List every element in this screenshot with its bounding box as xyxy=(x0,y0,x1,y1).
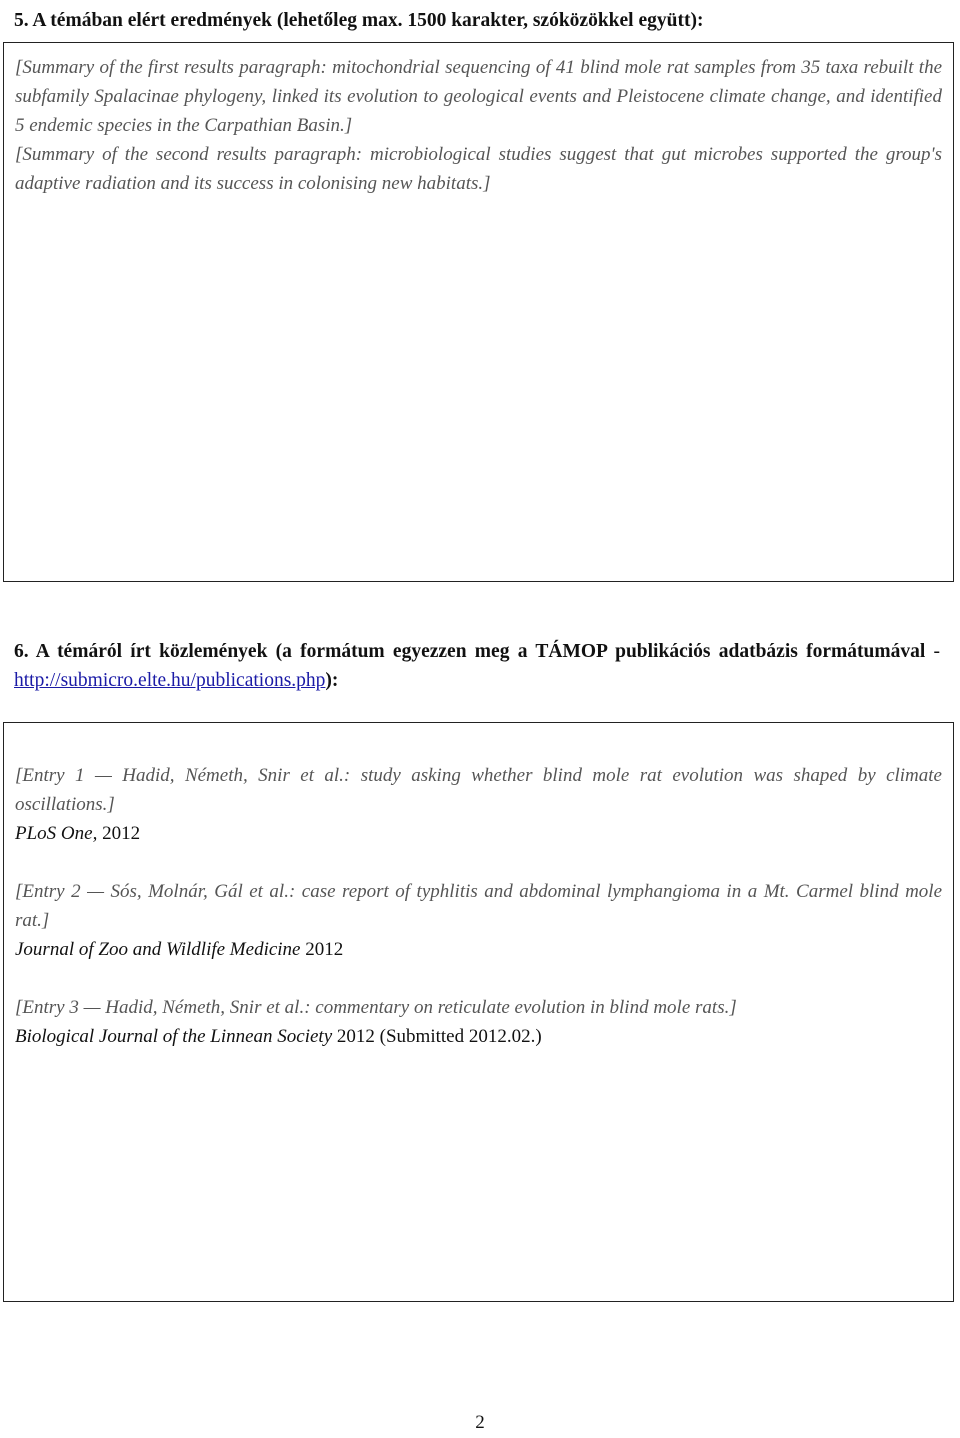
publication-summary: [Entry 1 — Hadid, Németh, Snir et al.: study asking whether blind mole rat evolution was shaped by climate oscillations.] xyxy=(15,765,942,815)
section-6-heading-text: 6. A témáról írt közlemények (a formátum egyezzen meg a TÁMOP publikációs adatbázis formátumával xyxy=(14,641,926,662)
publication-entry xyxy=(15,761,942,848)
results-summary-1: [Summary of the first results paragraph: mitochondrial sequencing of 41 blind mole rat samples from 35 taxa rebuilt the subfamily Spalacinae phylogeny, linked its evolution to geological events and Pleistocene climate change, and identified 5 endemic species in the Carpathian Basin.] xyxy=(15,57,942,136)
results-summary-2: [Summary of the second results paragraph: microbiological studies suggest that gut microbes supported the group's adaptive radiation and its success in colonising new habitats.] xyxy=(15,144,942,194)
publication-venue xyxy=(15,819,942,848)
publications-link[interactable]: http://submicro.elte.hu/publications.php xyxy=(14,670,326,691)
journal-name: Biological Journal of the Linnean Society xyxy=(15,1026,333,1047)
publication-year: 2012 (Submitted 2012.02.) xyxy=(332,1026,542,1047)
publication-entry xyxy=(15,993,942,1051)
publication-summary: [Entry 2 — Sós, Molnár, Gál et al.: case report of typhlitis and abdominal lymphangioma in a Mt. Carmel blind mole rat.] xyxy=(15,881,942,931)
publications-box xyxy=(3,722,954,1302)
journal-name: Journal of Zoo and Wildlife Medicine xyxy=(15,939,301,960)
publication-summary: [Entry 3 — Hadid, Németh, Snir et al.: commentary on reticulate evolution in blind mole rats.] xyxy=(15,997,737,1018)
publication-year: 2012 xyxy=(97,823,141,844)
publication-venue xyxy=(15,935,942,964)
publication-year: 2012 xyxy=(300,939,344,960)
page-number: 2 xyxy=(475,1412,485,1433)
section-6-heading xyxy=(14,637,940,695)
section-6-dash: - xyxy=(925,641,941,662)
journal-name: PLoS One, xyxy=(15,823,98,844)
section-6-heading-end: ): xyxy=(325,670,339,691)
results-box xyxy=(3,42,954,582)
publication-venue xyxy=(15,1022,942,1051)
section-5-heading: 5. A témában elért eredmények (lehetőleg max. 1500 karakter, szóközökkel együtt): xyxy=(14,10,704,31)
publication-entry xyxy=(15,877,942,964)
